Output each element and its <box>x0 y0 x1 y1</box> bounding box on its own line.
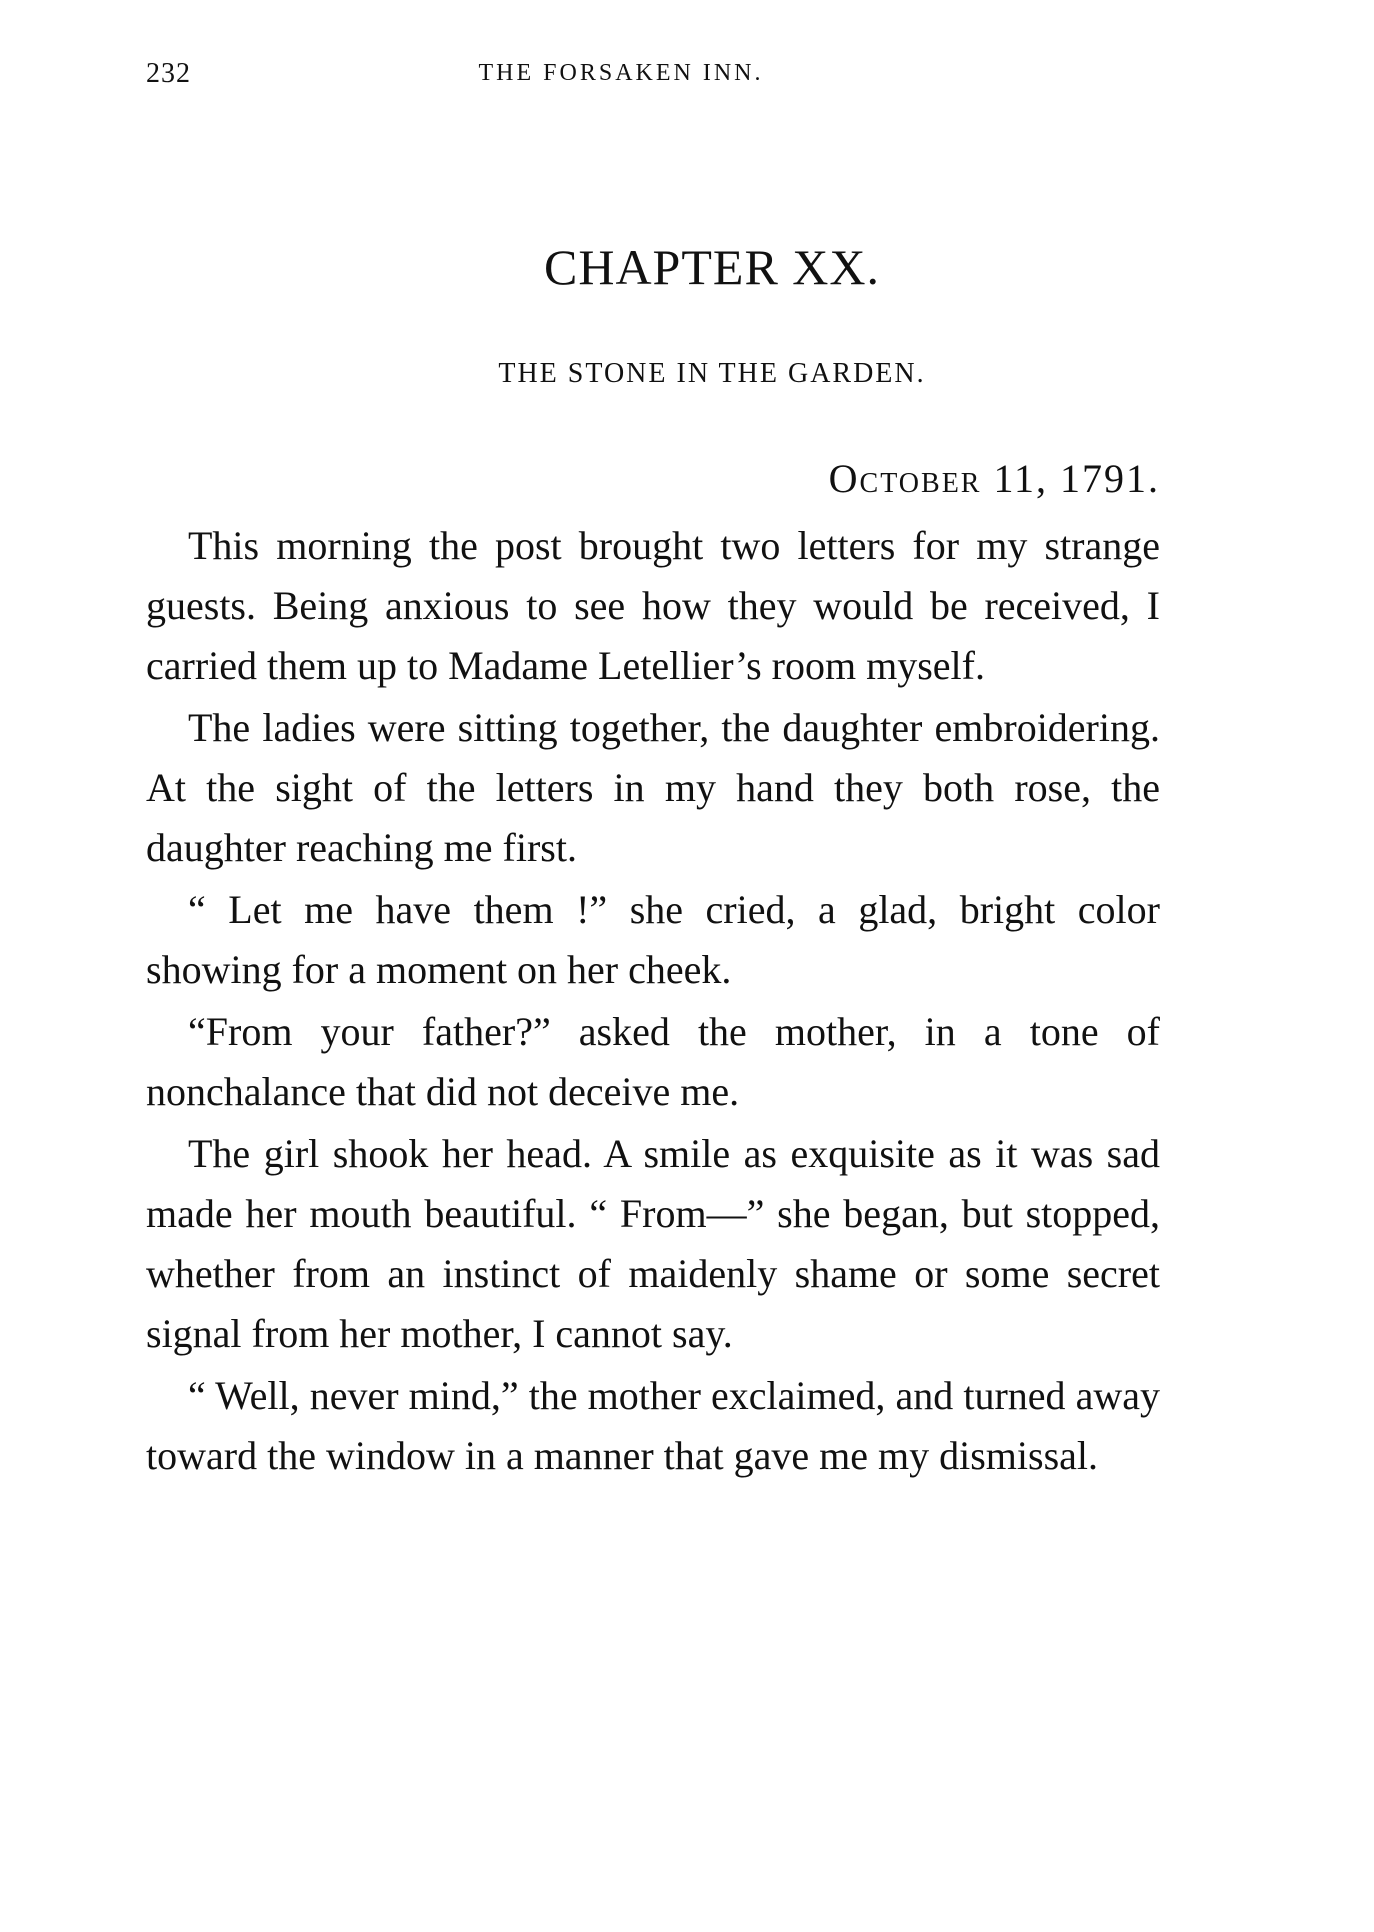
body-text <box>146 516 1160 1488</box>
chapter-subtitle: THE STONE IN THE GARDEN. <box>498 358 926 389</box>
chapter-heading: CHAPTER XX. <box>543 239 881 295</box>
paragraph-4: “From your father?” asked the mother, in a tone of nonchalance that did not deceive me. <box>146 1009 1160 1114</box>
paragraph-2: The ladies were sitting together, the daughter embroidering. At the sight of the letters in my hand they both rose, the daughter reaching me first. <box>146 705 1160 870</box>
paragraph-6: “ Well, never mind,” the mother exclaimed, and turned away toward the window in a manner that gave me my dismissal. <box>146 1373 1160 1478</box>
paragraph-1: This morning the post brought two letters for my strange guests. Being anxious to see how they would be received, I carried them up to Madame Letellier’s room myself. <box>146 523 1160 688</box>
paragraph-3: “ Let me have them !” she cried, a glad, bright color showing for a moment on her cheek. <box>146 887 1160 992</box>
page-number: 232 <box>146 58 191 89</box>
running-head <box>146 58 1160 98</box>
running-title: THE FORSAKEN INN. <box>478 60 764 86</box>
paragraph-5: The girl shook her head. A smile as exquisite as it was sad made her mouth beautiful. “ From—” she began, but stopped, whether from an instinct of maidenly shame or some secret signal from her mother, I cannot say. <box>146 1131 1160 1356</box>
dateline: October 11, 1791. <box>828 456 1160 501</box>
